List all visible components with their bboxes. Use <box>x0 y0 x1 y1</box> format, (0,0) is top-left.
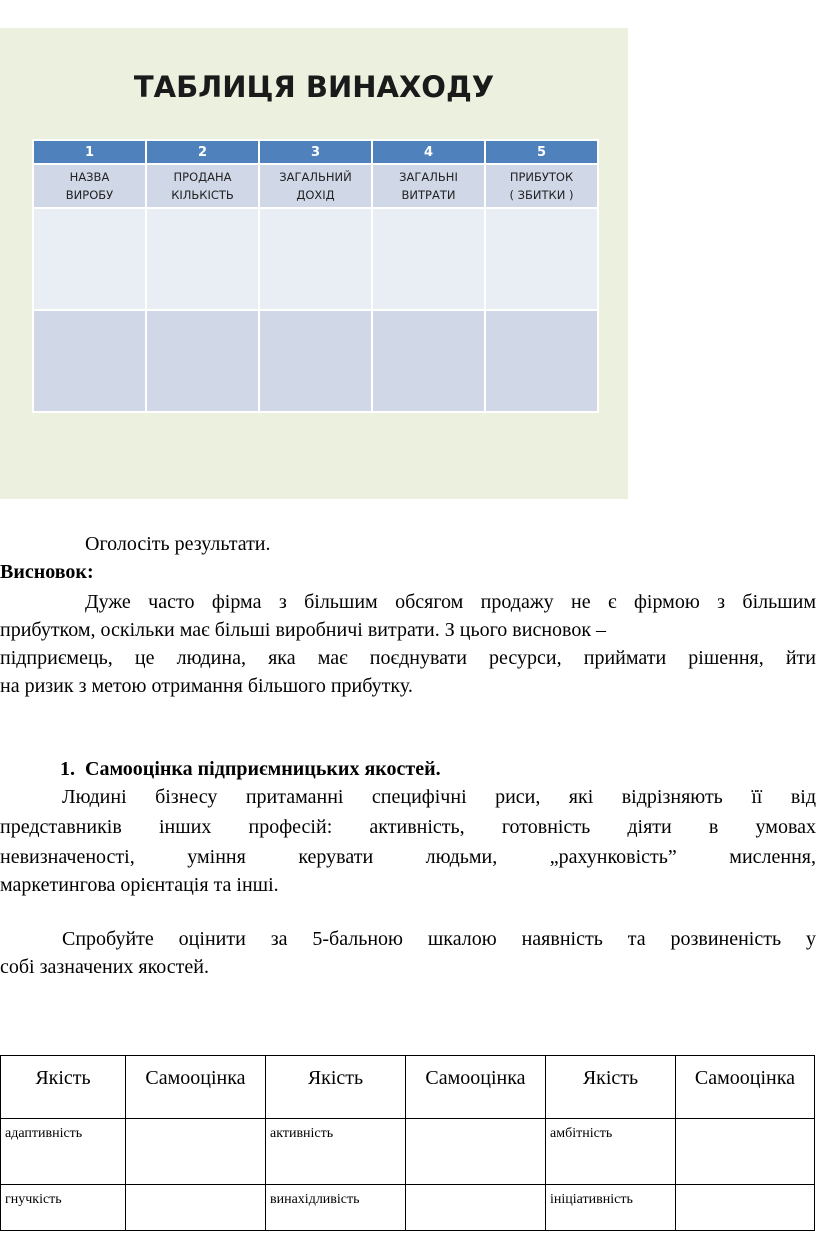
conclusion-line: на ризик з метою отримання більшого прибутку. <box>0 675 413 697</box>
rating-cell[interactable] <box>126 1119 266 1185</box>
section-line: Людині бізнесу притаманні специфічні риси, які відрізняють її від <box>62 786 816 808</box>
section-line: маркетингова орієнтація та інші. <box>0 874 279 896</box>
header-quality: Якість <box>1 1056 126 1119</box>
column-header-income: ЗАГАЛЬНИЙ ДОХІД <box>259 164 372 208</box>
header-self-rating: Самооцінка <box>676 1056 815 1119</box>
quality-cell: амбітність <box>546 1119 676 1185</box>
quality-cell: адаптивність <box>1 1119 126 1185</box>
quality-cell: гнучкість <box>1 1185 126 1231</box>
announce-text: Оголосіть результати. <box>85 533 271 555</box>
invention-table <box>32 139 599 413</box>
conclusion-label: Висновок: <box>0 561 94 583</box>
header-self-rating: Самооцінка <box>126 1056 266 1119</box>
task-line: собі зазначених якостей. <box>0 956 210 978</box>
quality-cell: активність <box>266 1119 406 1185</box>
header-quality: Якість <box>546 1056 676 1119</box>
column-number: 4 <box>372 140 485 164</box>
section-line: представників інших професій: активність, готовність діяти в умовах <box>0 816 816 838</box>
column-header-row <box>33 164 598 208</box>
empty-row <box>33 310 598 412</box>
section-title: Самооцінка підприємницьких якостей. <box>85 758 441 780</box>
rating-cell[interactable] <box>126 1185 266 1231</box>
column-header-quantity: ПРОДАНА КІЛЬКІСТЬ <box>146 164 259 208</box>
column-header-profit: ПРИБУТОК ( ЗБИТКИ ) <box>485 164 598 208</box>
rating-cell[interactable] <box>676 1119 815 1185</box>
column-header-costs: ЗАГАЛЬНІ ВИТРАТИ <box>372 164 485 208</box>
column-number: 1 <box>33 140 146 164</box>
slide-image <box>0 28 628 499</box>
slide-title: ТАБЛИЦЯ ВИНАХОДУ <box>133 70 495 104</box>
empty-row <box>33 208 598 310</box>
header-quality: Якість <box>266 1056 406 1119</box>
table-row <box>1 1185 815 1231</box>
table-row <box>1 1119 815 1185</box>
quality-cell: ініціативність <box>546 1185 676 1231</box>
section-number: 1. <box>60 758 75 780</box>
column-number-row <box>33 140 598 164</box>
table-header-row <box>1 1056 815 1119</box>
conclusion-line: Дуже часто фірма з більшим обсягом продажу не є фірмою з більшим <box>85 591 816 613</box>
conclusion-line: підприємець, це людина, яка має поєднувати ресурси, приймати рішення, йти <box>0 647 816 669</box>
quality-cell: винахідливість <box>266 1185 406 1231</box>
conclusion-line: прибутком, оскільки має більші виробничі витрати. З цього висновок – <box>0 619 607 641</box>
task-line: Спробуйте оцінити за 5-бальною шкалою наявність та розвиненість у <box>62 928 816 950</box>
header-self-rating: Самооцінка <box>406 1056 546 1119</box>
section-line: невизначеності, уміння керувати людьми, „рахунковість” мислення, <box>0 846 816 868</box>
self-assessment-table <box>0 1055 815 1231</box>
section-heading <box>60 755 760 783</box>
rating-cell[interactable] <box>676 1185 815 1231</box>
rating-cell[interactable] <box>406 1185 546 1231</box>
rating-cell[interactable] <box>406 1119 546 1185</box>
column-number: 2 <box>146 140 259 164</box>
column-number: 5 <box>485 140 598 164</box>
column-header-product: НАЗВА ВИРОБУ <box>33 164 146 208</box>
column-number: 3 <box>259 140 372 164</box>
